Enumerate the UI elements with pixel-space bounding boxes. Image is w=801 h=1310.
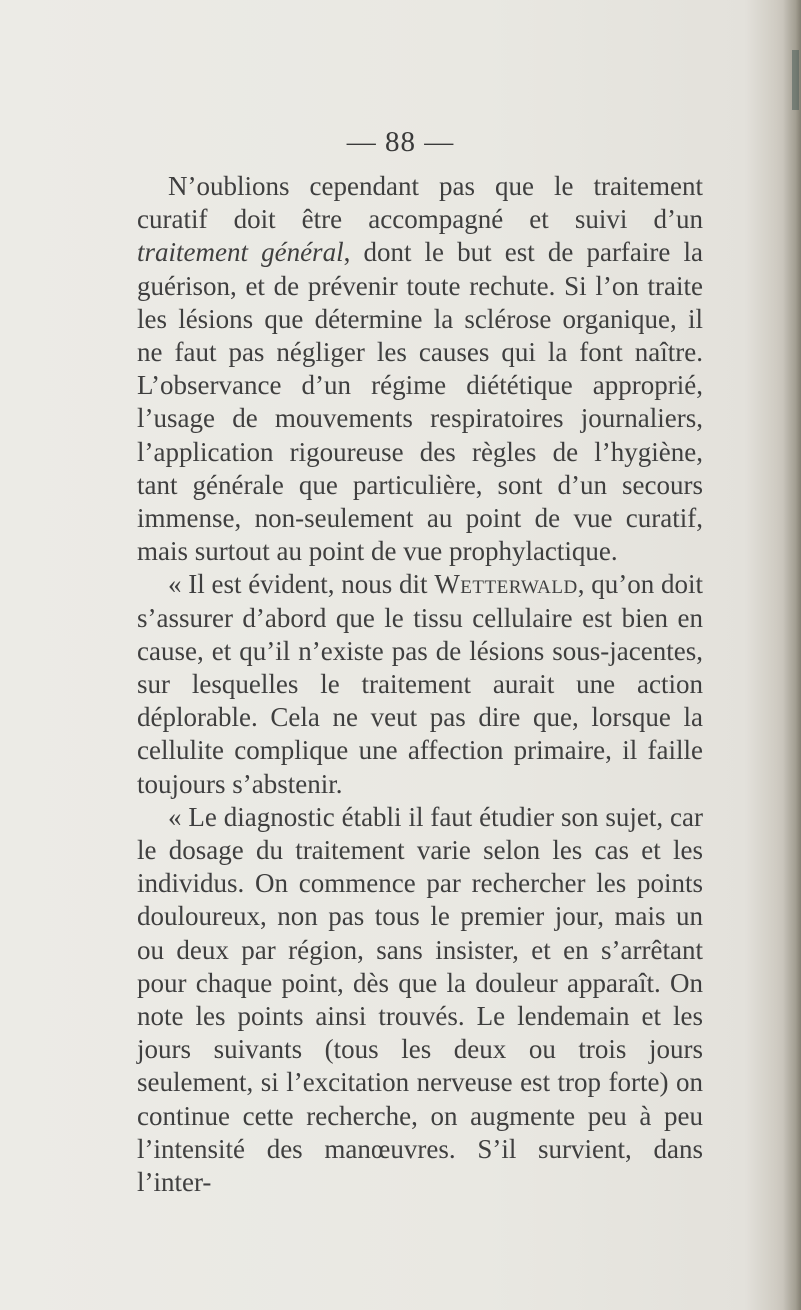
paragraph-2	[137, 568, 703, 800]
paragraph-2-start: « Il est évident, nous dit	[168, 569, 435, 600]
author-name: Wetterwald	[434, 569, 578, 600]
paragraph-1-start: N’oublions cependant pas que le traitement curatif doit être accompagné et suivi d’un	[137, 171, 703, 235]
italic-term: traitement général	[137, 237, 344, 268]
page-edge-shadow	[783, 0, 801, 1310]
paragraph-3: « Le diagnostic établi il faut étudier son sujet, car le dosage du traitement varie selon les cas et les individus. On commence par rechercher les points douloureux, non pas tous le premier jour, mais un ou deux par région, sans insister, et en s’arrêtant pour chaque point, dès que la douleur apparaît. On note les points ainsi trouvés. Le lendemain et les jours suivants (tous les deux ou trois jours seulement, si l’excitation nerveuse est trop forte) on continue cette recherche, on augmente peu à peu l’intensité des manœuvres. S’il survient, dans l’inter-	[137, 801, 703, 1198]
body-text	[137, 170, 703, 1199]
edge-mark	[792, 50, 799, 110]
page-number: — 88 —	[346, 126, 455, 158]
paragraph-1-end: , dont le but est de parfaire la guérison, et de prévenir toute rechute. Si l’on traite les lésions que détermine la sclérose organique, il ne faut pas négliger les causes qui la font naître. L’observance d’un régime diététique approprié, l’usage de mouvements respiratoires journaliers, l’application rigoureuse des règles de l’hygiène, tant générale que particulière, sont d’un secours immense, non-seulement au point de vue curatif, mais surtout au point de vue prophylactique.	[137, 237, 703, 567]
paragraph-1	[137, 170, 703, 568]
paragraph-2-end: , qu’on doit s’assurer d’abord que le tissu cellulaire est bien en cause, et qu’il n’existe pas de lésions sous-jacentes, sur lesquelles le traitement aurait une action déplorable. Cela ne veut pas dire que, lorsque la cellulite complique une affection primaire, il faille toujours s’abstenir.	[137, 569, 704, 799]
